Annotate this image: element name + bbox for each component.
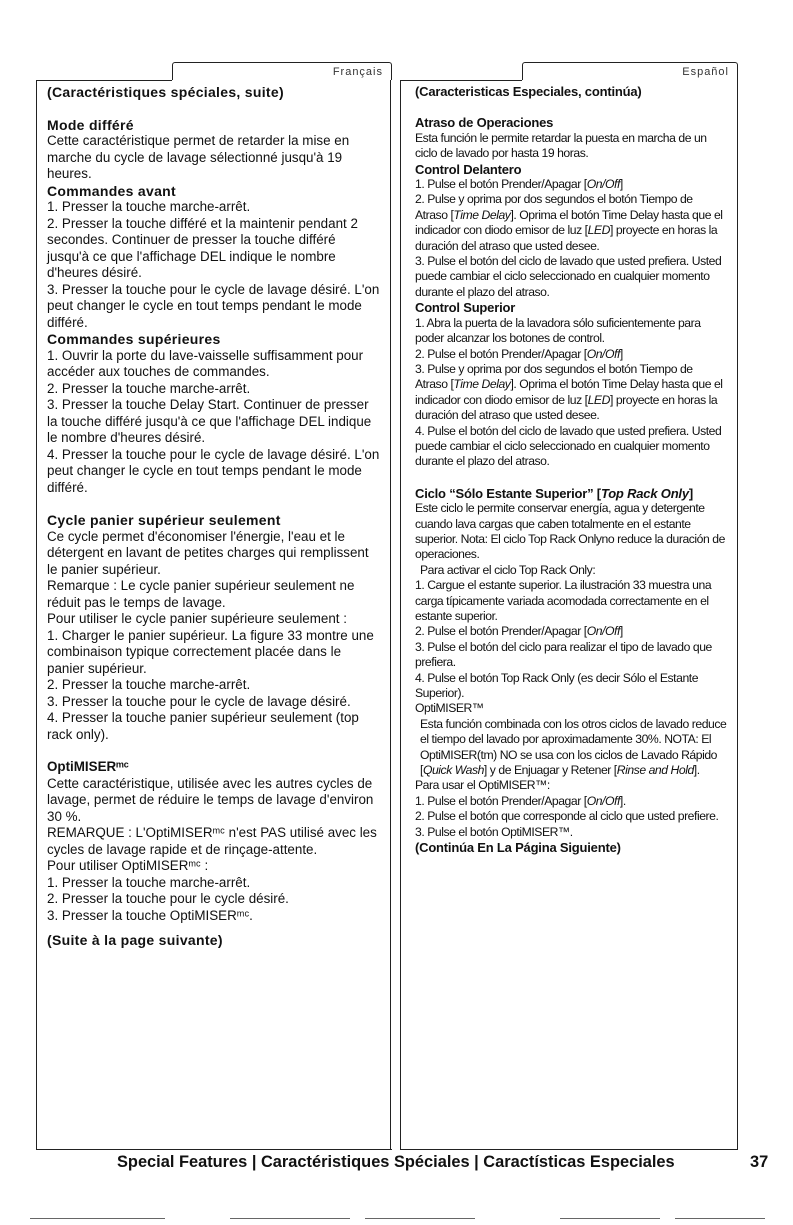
spanish-column (400, 80, 738, 1150)
atraso-intro: Esta función le permite retardar la puesta en marcha de un ciclo de lavado por hasta 19 horas. (415, 130, 707, 161)
optimiser-remark: REMARQUE : L'OptiMISERᵐᶜ n'est PAS utilisé avec les cycles de lavage rapide et de rinçage-attente. (47, 825, 377, 857)
opt-step-3: 3. Presser la touche OptiMISERᵐᶜ. (47, 907, 253, 923)
sup-step-4: 4. Presser la touche pour le cycle de lavage désiré. L'on peut changer le cycle en tout temps pendant le mode différé. (47, 446, 380, 495)
panier-step-1: 1. Charger le panier supérieur. La figure 33 montre une combinaison typique correctement placée dans le panier supérieur. (47, 627, 374, 676)
french-column (36, 80, 391, 1150)
cycle-panier-heading: Cycle panier supérieur seulement (47, 512, 281, 528)
opt-step-2: 2. Pulse el botón que corresponde al ciclo que usted prefiere. (415, 809, 719, 824)
opt-step-1: 1. Presser la touche marche-arrêt. (47, 874, 251, 890)
optimiser-heading: OptiMISERᵐᶜ (47, 759, 129, 774)
avant-step-1: 1. Presser la touche marche-arrêt. (47, 199, 251, 214)
mode-differe-intro: Cette caractéristique permet de retarder la mise en marche du cycle de lavage sélectionné jusqu'à 19 heures. (47, 133, 350, 181)
bottom-border-left (36, 1149, 392, 1150)
section-title: (Caracteristicas Especiales, continúa) (415, 84, 642, 99)
scan-edge-line (30, 1218, 165, 1219)
ciclo-use: Para activar el ciclo Top Rack Only: (420, 562, 596, 577)
scan-edge-line (365, 1218, 475, 1219)
opt-step-2: 2. Presser la touche pour le cycle désiré. (47, 891, 289, 906)
cycle-panier-use: Pour utiliser le cycle panier supérieure seulement : (47, 611, 347, 626)
sup-step-3: 3. Presser la touche Delay Start. Continuer de presser la touche différé jusqu'à ce que l'affichage DEL indique le nombre d'heures désiré. (47, 397, 372, 445)
section-title: (Caractéristiques spéciales, suite) (47, 84, 284, 100)
superior-step-3: 3. Pulse y oprima por dos segundos el botón Tiempo de Atraso [Time Delay]. Oprima el botón Time Delay hasta que el indicador con diodo emisor de luz [LED] proyecte en horas la duración del atraso que usted desee. (415, 361, 723, 423)
ciclo-intro: Este ciclo le permite conservar energía, agua y detergente cuando lava cargas que caben totalmente en el estante superior. Nota: El ciclo Top Rack Onlyno reduce la duración de operaciones. (415, 501, 725, 562)
atraso-heading: Atraso de Operaciones (415, 115, 554, 131)
language-tab-spanish: Español (522, 62, 738, 80)
delantero-step-2: 2. Pulse y oprima por dos segundos el botón Tiempo de Atraso [Time Delay]. Oprima el botón Time Delay hasta que el indicador con diodo emisor de luz [LED] proyecte en horas la duración del atraso que usted desee. (415, 192, 723, 253)
continued-note: (Continúa En La Página Siguiente) (415, 840, 621, 856)
commandes-avant-heading: Commandes avant (47, 182, 176, 199)
continued-note: (Suite à la page suivante) (47, 932, 223, 948)
control-delantero-heading: Control Delantero (415, 161, 522, 177)
opt-step-1: 1. Pulse el botón Prender/Apagar [On/Off]. (415, 793, 626, 808)
language-tab-french: Français (172, 62, 392, 80)
optimiser-use: Para usar el OptiMISER™: (415, 778, 550, 793)
cycle-panier-intro: Ce cycle permet d'économiser l'énergie, l'eau et le détergent en lavant de petites charges qui remplissent le panier supérieur. (47, 528, 369, 577)
cycle-panier-remark: Remarque : Le cycle panier supérieur seulement ne réduit pas le temps de lavage. (47, 578, 355, 610)
avant-step-3: 3. Presser la touche pour le cycle de lavage désiré. L'on peut changer le cycle en tout temps pendant le mode différé. (47, 281, 380, 330)
footer-title: Special Features | Caractéristiques Spéciales | Caractísticas Especiales (117, 1153, 675, 1171)
panier-step-2: 2. Presser la touche marche-arrêt. (47, 677, 251, 692)
ciclo-step-2: 2. Pulse el botón Prender/Apagar [On/Off] (415, 624, 623, 639)
ciclo-step-4: 4. Pulse el botón Top Rack Only (es decir Sólo el Estante Superior). (415, 670, 699, 701)
scan-edge-line (230, 1218, 350, 1219)
superior-step-1: 1. Abra la puerta de la lavadora sólo suficientemente para poder alcanzar los botones de control. (415, 315, 701, 346)
scan-edge-line (560, 1218, 660, 1219)
delantero-step-1: 1. Pulse el botón Prender/Apagar [On/Off] (415, 177, 623, 192)
bottom-border-right (400, 1149, 738, 1150)
ciclo-step-3: 3. Pulse el botón del ciclo para realizar el tipo de lavado que prefiera. (415, 639, 712, 670)
panier-step-3: 3. Presser la touche pour le cycle de lavage désiré. (47, 693, 351, 709)
page-number: 37 (750, 1153, 769, 1171)
superior-step-4: 4. Pulse el botón del ciclo de lavado que usted prefiera. Usted puede cambiar el ciclo seleccionado en cualquier momento durante el plazo del atraso. (415, 423, 722, 469)
ciclo-step-1: 1. Cargue el estante superior. La ilustración 33 muestra una carga típicamente variada acomodada correctamente en el estante superior. (415, 578, 712, 623)
sup-step-1: 1. Ouvrir la porte du lave-vaisselle suffisamment pour accéder aux touches de commandes. (47, 347, 364, 379)
avant-step-2: 2. Presser la touche différé et la maintenir pendant 2 secondes. Continuer de presser la touche différé jusqu'à ce que l'affichage DEL indique le nombre d'heures désiré. (47, 215, 358, 280)
scan-edge-line (675, 1218, 765, 1219)
opt-step-3: 3. Pulse el botón OptiMISER™. (415, 824, 573, 839)
control-superior-heading: Control Superior (415, 300, 516, 316)
delantero-step-3: 3. Pulse el botón del ciclo de lavado que usted prefiera. Usted puede cambiar el ciclo seleccionado en cualquier momento durante el plazo del atraso. (415, 254, 722, 299)
page-footer (0, 1153, 793, 1179)
optimiser-heading: OptiMISER™ (415, 701, 484, 716)
mode-differe-heading: Mode différé (47, 116, 134, 133)
sup-step-2: 2. Presser la touche marche-arrêt. (47, 380, 251, 396)
optimiser-use: Pour utiliser OptiMISERᵐᶜ : (47, 858, 209, 873)
optimiser-intro: Cette caractéristique, utilisée avec les autres cycles de lavage, permet de réduire le temps de lavage d'environ 30 %. (47, 775, 374, 824)
optimiser-intro: Esta función combinada con los otros ciclos de lavado reduce el tiempo del lavado por aproximadamente 30%. NOTA: El OptiMISER(tm) NO se usa con los ciclos de Lavado Rápido [Quick Wash] y de Enjuagar y Retener [Rinse and Hold]. (420, 716, 727, 778)
commandes-superieures-heading: Commandes supérieures (47, 331, 221, 347)
ciclo-estante-heading: Ciclo “Sólo Estante Superior” [Top Rack Only] (415, 485, 694, 501)
superior-step-2: 2. Pulse el botón Prender/Apagar [On/Off] (415, 346, 623, 361)
panier-step-4: 4. Presser la touche panier supérieur seulement (top rack only). (47, 710, 359, 742)
